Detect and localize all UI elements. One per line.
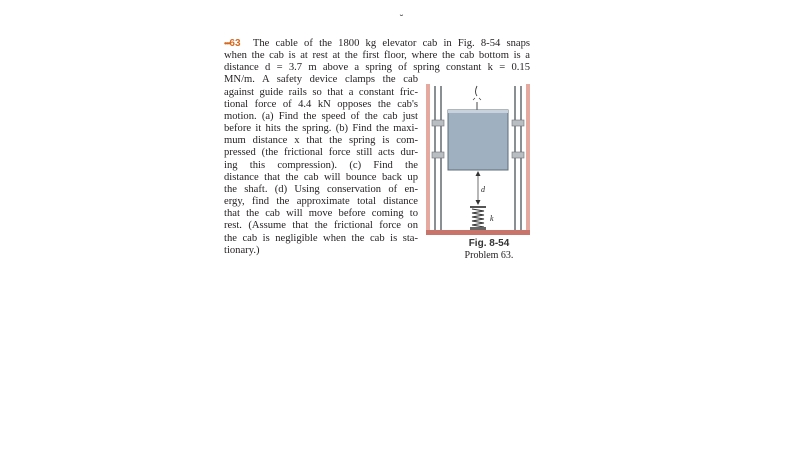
clamp-right-top <box>512 120 524 126</box>
shaft-floor <box>426 230 530 235</box>
shaft-wall-right <box>526 84 530 234</box>
problem-line-13: the shaft. (d) Using conservation of en- <box>224 183 418 195</box>
figure-caption <box>449 238 529 261</box>
problem-line-17: the cab is negligible when the cab is sta- <box>224 232 418 244</box>
cab-top-plate <box>448 110 508 113</box>
elevator-figure <box>424 80 532 240</box>
clamp-left-bottom <box>432 152 444 158</box>
problem-line-6: tional force of 4.4 kN opposes the cab's <box>224 98 418 110</box>
problem-line-10: pressed (the frictional force still acts dur- <box>224 147 418 159</box>
spring-coil <box>472 209 484 227</box>
problem-line-5: against guide rails so that a constant fric- <box>224 86 418 98</box>
problem-line-18: tionary.) <box>224 244 260 256</box>
spring-top-plate <box>470 206 486 208</box>
clamp-left-top <box>432 120 444 126</box>
label-k: k <box>490 214 494 223</box>
shaft-wall-left <box>426 84 430 234</box>
problem-line-7: motion. (a) Find the speed of the cab just <box>224 110 418 122</box>
problem-line-16: rest. (Assume that the frictional force on <box>224 220 418 232</box>
snap-mark-icon <box>473 98 481 100</box>
problem-line-9: mum distance x that the spring is com- <box>224 135 418 147</box>
problem-number: •••63 <box>224 38 241 49</box>
problem-line-14: ergy, find the approximate total distance <box>224 196 418 208</box>
distance-d-arrowhead-up <box>476 171 481 176</box>
problem-line-4: MN/m. A safety device clamps the cab <box>224 74 418 86</box>
problem-line-15: that the cab will move before coming to <box>224 208 418 220</box>
elevator-cab <box>448 110 508 170</box>
problem-line-2: when the cab is at rest at the first floor, where the cab bottom is a <box>224 50 530 62</box>
problem-line-3: distance d = 3.7 m above a spring of spring constant k = 0.15 <box>224 62 530 74</box>
distance-d-arrowhead-down <box>476 200 481 205</box>
figure-subcaption: Problem 63. <box>464 250 514 261</box>
problem-line-8: before it hits the spring. (b) Find the maxi- <box>224 123 418 135</box>
problem-line-1: •••63 The cable of the 1800 kg elevator cab in Fig. 8-54 snaps <box>224 38 531 49</box>
page-top-mark: ˘ <box>400 14 404 25</box>
figure-label: Fig. 8-54 <box>468 238 510 249</box>
problem-line-11: ing this compression). (c) Find the <box>224 159 418 171</box>
snapped-cable-upper <box>476 86 478 96</box>
spring-base <box>470 227 486 230</box>
problem-line-12: distance that the cab will bounce back up <box>224 171 418 183</box>
clamp-right-bottom <box>512 152 524 158</box>
label-d: d <box>481 185 485 194</box>
